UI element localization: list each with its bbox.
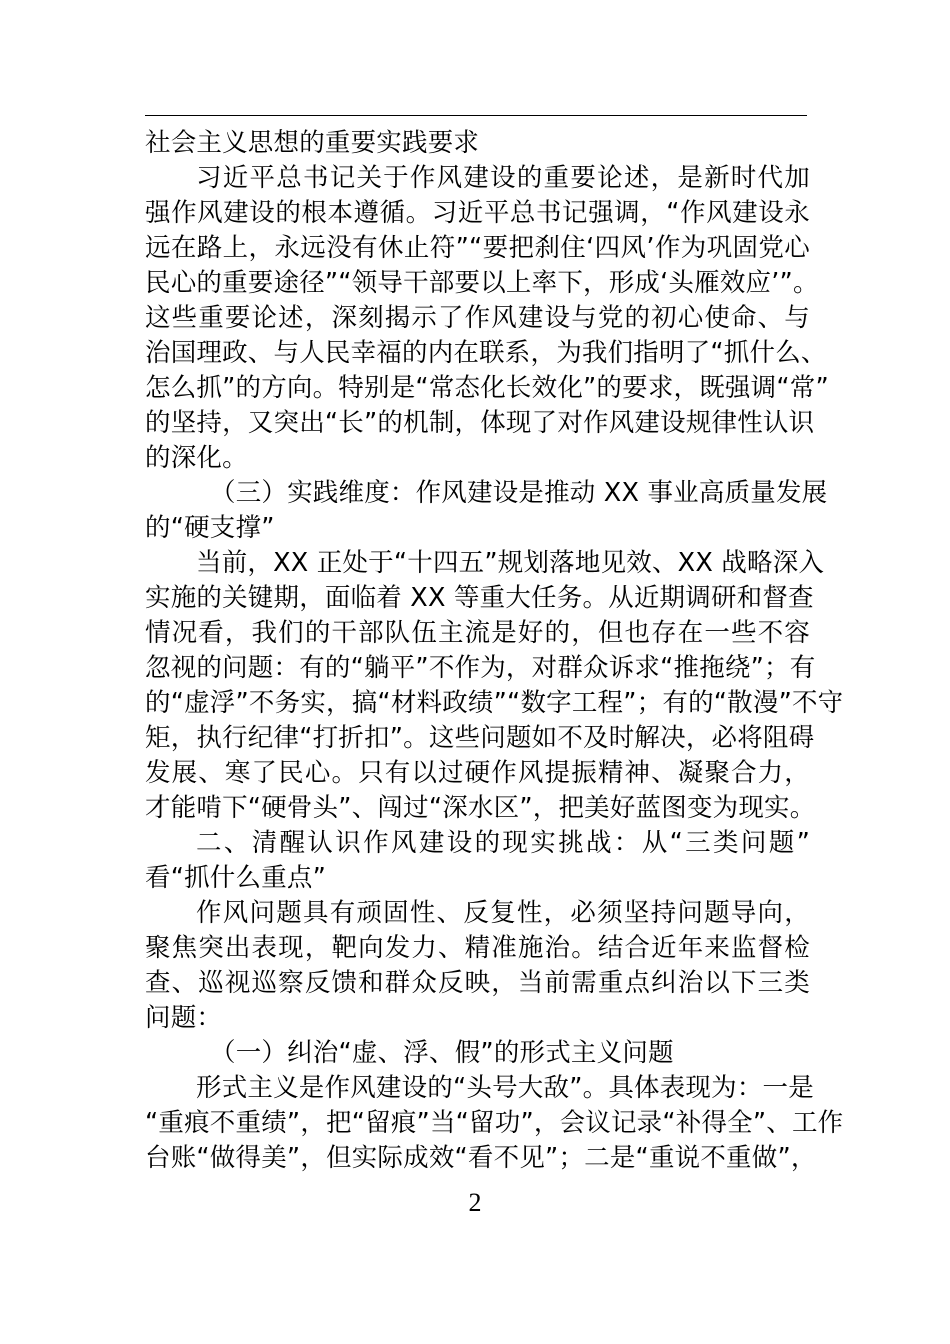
text-line: 的“虚浮”不务实，搞“材料政绩”“数字工程”；有的“散漫”不守 bbox=[145, 688, 844, 718]
text-line: 矩，执行纪律“打折扣”。这些问题如不及时解决，必将阻碍 bbox=[145, 723, 815, 753]
text-line: 治国理政、与人民幸福的内在联系，为我们指明了“抓什么、 bbox=[145, 338, 827, 368]
section-heading: （一）纠治“虚、浮、假”的形式主义问题 bbox=[210, 1038, 674, 1068]
text-line: 远在路上，永远没有休止符”“要把刹住‘四风’作为巩固党心 bbox=[145, 233, 810, 263]
text-line: 这些重要论述，深刻揭示了作风建设与党的初心使命、与 bbox=[145, 303, 810, 333]
paragraph-start: 形式主义是作风建设的“头号大敌”。具体表现为：一是 bbox=[196, 1073, 814, 1103]
text-line: 发展、寒了民心。只有以过硬作风提振精神、凝聚合力， bbox=[145, 758, 810, 788]
section-heading-cont: 的“硬支撑” bbox=[145, 513, 275, 543]
text-line: 查、巡视巡察反馈和群众反映，当前需重点纠治以下三类 bbox=[145, 968, 810, 998]
text-line: 民心的重要途径”“领导干部要以上率下，形成‘头雁效应’”。 bbox=[145, 268, 819, 298]
text-line: 才能啃下“硬骨头”、闯过“深水区”，把美好蓝图变为现实。 bbox=[145, 793, 816, 823]
text-line: 怎么抓”的方向。特别是“常态化长效化”的要求，既强调“常” bbox=[145, 373, 829, 403]
text-line: 的深化。 bbox=[145, 443, 248, 473]
header-rule bbox=[145, 115, 807, 116]
text-line: 情况看，我们的干部队伍主流是好的，但也存在一些不容 bbox=[145, 618, 810, 648]
paragraph-start: 当前，XX 正处于“十四五”规划落地见效、XX 战略深入 bbox=[196, 548, 825, 578]
text-line: 实施的关键期，面临着 XX 等重大任务。从近期调研和督查 bbox=[145, 583, 814, 613]
section-heading: （三）实践维度：作风建设是推动 XX 事业高质量发展 bbox=[210, 478, 828, 508]
text-line: 问题： bbox=[145, 1003, 223, 1033]
chapter-heading: 二、清醒认识作风建设的现实挑战：从“三类问题” bbox=[196, 828, 810, 858]
paragraph-start: 习近平总书记关于作风建设的重要论述，是新时代加 bbox=[196, 163, 810, 193]
text-line: 强作风建设的根本遵循。习近平总书记强调，“作风建设永 bbox=[145, 198, 810, 228]
text-line: 聚焦突出表现，靶向发力、精准施治。结合近年来监督检 bbox=[145, 933, 810, 963]
paragraph-start: 作风问题具有顽固性、反复性，必须坚持问题导向， bbox=[196, 898, 810, 928]
text-line: 台账“做得美”，但实际成效“看不见”；二是“重说不重做”， bbox=[145, 1143, 817, 1173]
text-line: 社会主义思想的重要实践要求 bbox=[145, 128, 480, 158]
page-number: 2 bbox=[468, 1188, 482, 1217]
chapter-heading-cont: 看“抓什么重点” bbox=[145, 863, 327, 893]
text-line: 的坚持，又突出“长”的机制，体现了对作风建设规律性认识 bbox=[145, 408, 815, 438]
text-line: “重痕不重绩”，把“留痕”当“留功”，会议记录“补得全”、工作 bbox=[145, 1108, 844, 1138]
text-line: 忽视的问题：有的“躺平”不作为，对群众诉求“推拖绕”；有 bbox=[145, 653, 816, 683]
